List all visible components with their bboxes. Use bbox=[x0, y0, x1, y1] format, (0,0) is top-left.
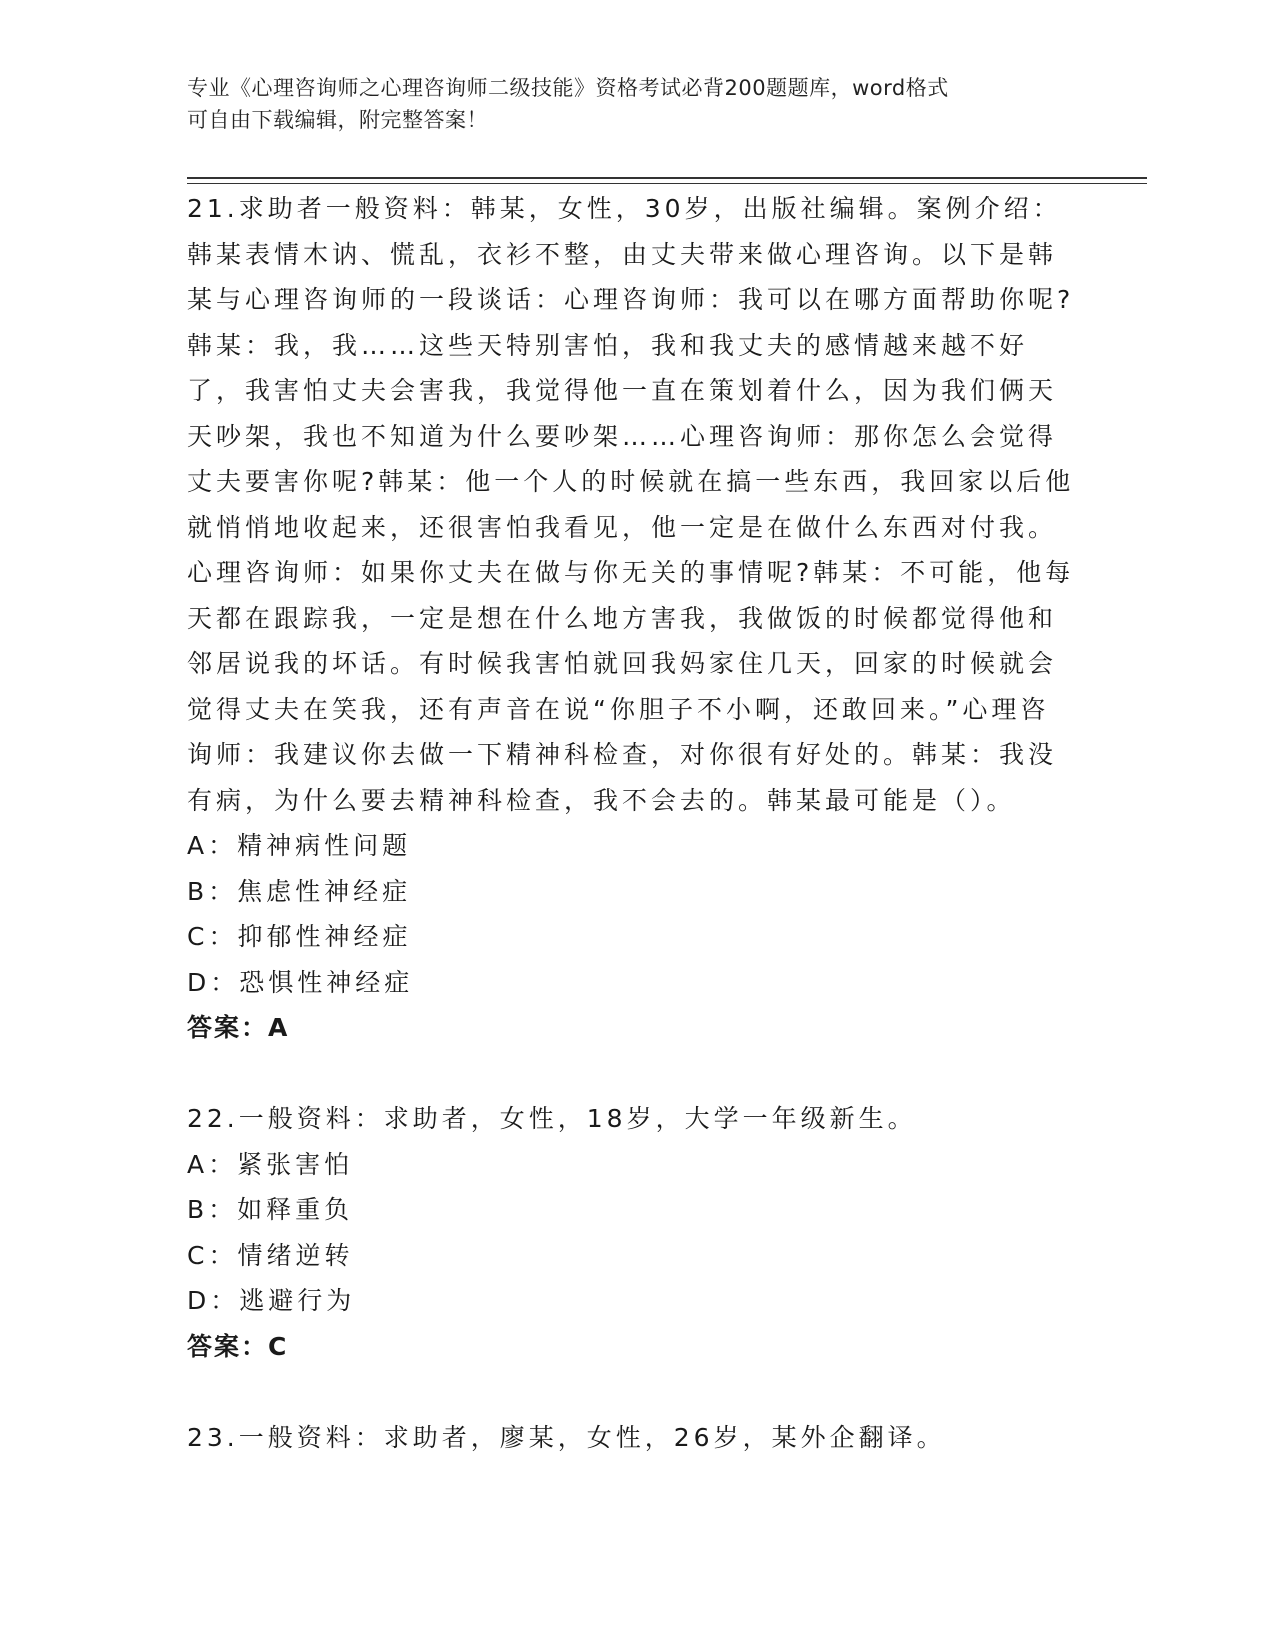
option-d: D：恐惧性神经症 bbox=[187, 967, 414, 997]
option-a: A：精神病性问题 bbox=[187, 831, 412, 860]
question-text: 22.一般资料：求助者，女性，18岁，大学一年级新生。 bbox=[187, 1104, 917, 1133]
question-text: 23.一般资料：求助者，廖某，女性，26岁，某外企翻译。 bbox=[187, 1422, 946, 1452]
header-line-2: 可自由下载编辑，附完整答案！ bbox=[187, 108, 488, 132]
header-line-1: 专业《心理咨询师之心理咨询师二级技能》资格考试必背200题题库，word格式 bbox=[187, 76, 949, 100]
question-text: 21.求助者一般资料：韩某，女性，30岁，出版社编辑。案例介绍：韩某表情木讷、慌乱，衣衫不整，由丈夫带来做心理咨询。以下是韩某与心理咨询师的一段谈话：心理咨询师：我可以在哪方面帮助你呢?韩某：我，我……这些天特别害怕，我和我丈夫的感情越来越不好了，我害怕丈夫会害我，我觉得他一直在策划着什么，因为我们俩天天吵架，我也不知道为什么要吵架……心理咨询师：那你怎么会觉得丈夫要害你呢?韩某：他一个人的时候就在搞一些东西，我回家以后他就悄悄地收起来，还很害怕我看见，他一定是在做什么东西对付我。心理咨询师：如果你丈夫在做与你无关的事情呢?韩某：不可能，他每天都在跟踪我，一定是想在什么地方害我，我做饭的时候都觉得他和邻居说我的坏话。有时候我害怕就回我妈家住几天，回家的时候就会觉得丈夫在笑我，还有声音在说“你胆子不小啊，还敢回来。”心理咨询师：我建议你去做一下精神科检查，对你很有好处的。韩某：我没有病，为什么要去精神科检查，我不会去的。韩某最可能是（）。 bbox=[187, 194, 1075, 815]
header-rule-thin bbox=[187, 183, 1147, 184]
document-body bbox=[187, 186, 1077, 1460]
header-rule-thick bbox=[187, 177, 1147, 179]
document-header bbox=[187, 72, 1077, 136]
question-23 bbox=[187, 1415, 1077, 1461]
option-b: B：焦虑性神经症 bbox=[187, 876, 412, 906]
spacer bbox=[187, 1369, 1077, 1415]
option-c: C：情绪逆转 bbox=[187, 1240, 354, 1270]
option-b: B：如释重负 bbox=[187, 1195, 354, 1224]
spacer bbox=[187, 1051, 1077, 1097]
option-a: A：紧张害怕 bbox=[187, 1149, 354, 1179]
answer: 答案：A bbox=[187, 1013, 290, 1042]
question-22 bbox=[187, 1096, 1077, 1369]
question-21 bbox=[187, 186, 1077, 1051]
answer: 答案：C bbox=[187, 1331, 289, 1361]
option-c: C：抑郁性神经症 bbox=[187, 922, 412, 951]
option-d: D：逃避行为 bbox=[187, 1286, 356, 1315]
